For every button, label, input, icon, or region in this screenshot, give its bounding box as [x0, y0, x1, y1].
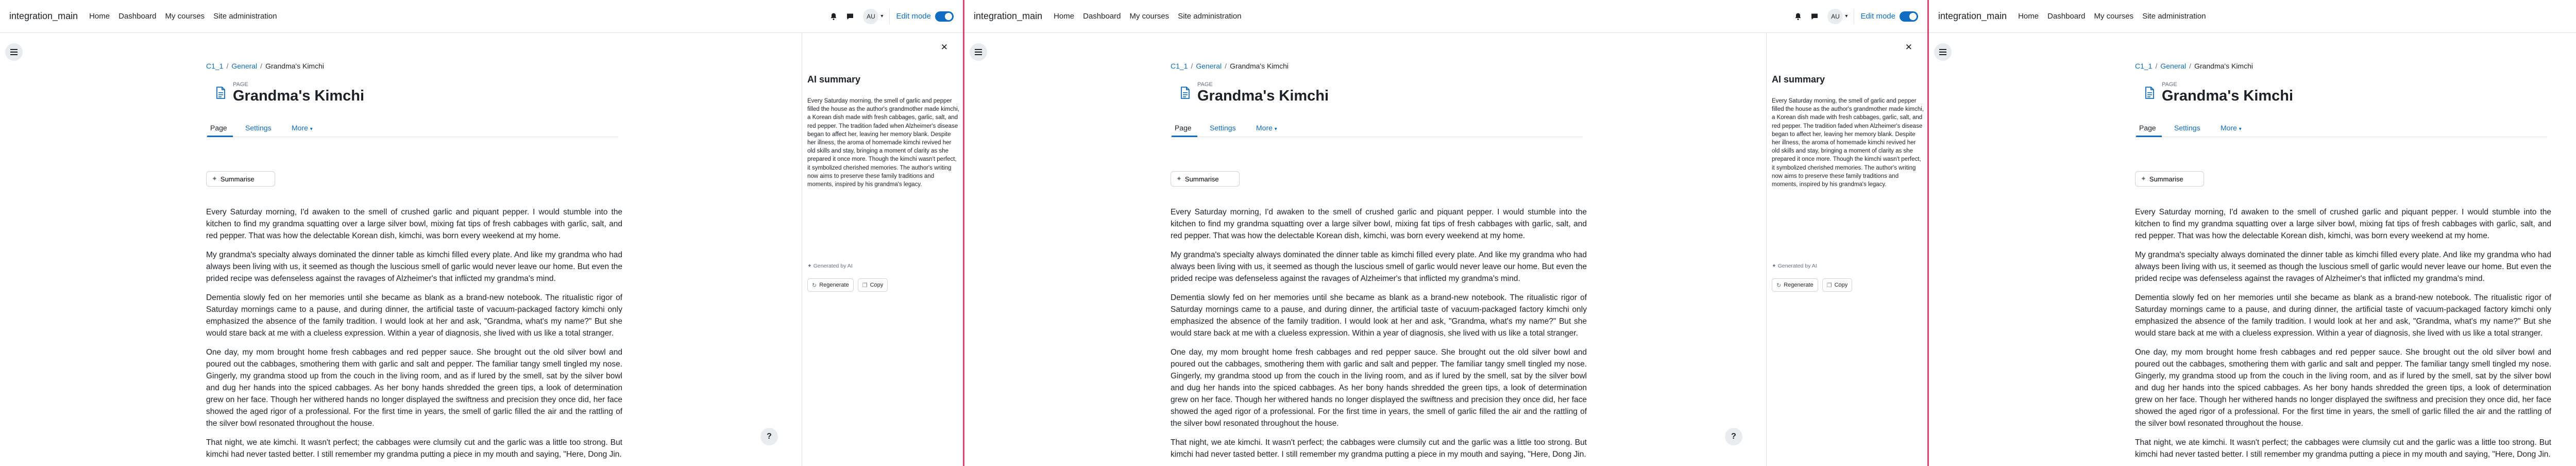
tab-page[interactable]: Page [210, 124, 227, 132]
breadcrumb: C1_1 / General / Grandma's Kimchi [1171, 62, 1289, 70]
body-paragraph: Every Saturday morning, I'd awaken to the smell of crushed garlic and piquant pepper. I would stumble into the kitchen to find my grandma squatting over a large silver bowl, mixing fat tips of fresh cabbages with garlic, salt, and red pepper. That was how the delectable Korean dish, kimchi, was born every weekend at my home. [206, 208, 622, 240]
summarise-label: Summarise [1184, 175, 1219, 183]
ai-summary-drawer [802, 33, 964, 466]
more-chevron-down-icon: ▾ [1274, 126, 1277, 132]
main-content [206, 33, 622, 466]
refresh-icon: ↻ [812, 282, 817, 289]
sparkle-icon: ✦ [807, 263, 812, 269]
ai-summary-text: Every Saturday morning, the smell of garlic and pepper filled the house as the author's grandmother made kimchi, a Korean dish made with fresh cabbages, garlic, salt, and red pepper. The tradition faded when Alzheimer's disease began to affect her, leaving her memory blank. Despite her illness, the aroma of homemade kimchi revived her old skills and stay, bringing a moment of clarity as she prepared it once more. Though the kimchi wasn't perfect, it symbolized cherished memories. The author's writing now aims to preserve these family traditions and moments, inspired by his grandma's legacy. [1772, 98, 1924, 188]
sparkle-icon: ✦ [212, 175, 217, 182]
ai-summary-actions [807, 278, 892, 292]
copy-icon: ❐ [1826, 282, 1832, 289]
tab-more[interactable] [1256, 124, 1277, 132]
page-body-text [1171, 206, 1587, 466]
breadcrumb: C1_1 / General / Grandma's Kimchi [2135, 62, 2253, 70]
copy-button[interactable] [1822, 278, 1853, 292]
regenerate-button[interactable] [807, 278, 854, 292]
main-content [2135, 33, 2551, 466]
edit-mode-toggle[interactable] [935, 11, 954, 22]
course-index-drawer-button[interactable] [1934, 43, 1952, 61]
more-chevron-down-icon: ▾ [310, 126, 313, 132]
breadcrumb: C1_1 / General / Grandma's Kimchi [206, 62, 324, 70]
secondary-navigation [1171, 120, 1583, 137]
breadcrumb-section[interactable]: General [1196, 62, 1222, 70]
notifications-bell-icon[interactable] [827, 10, 840, 23]
tab-more[interactable] [292, 124, 313, 132]
edit-mode-label: Edit mode [1860, 12, 1895, 21]
regenerate-label: Regenerate [1784, 282, 1814, 288]
top-navbar [1929, 0, 2576, 33]
body-paragraph: Every Saturday morning, I'd awaken to the smell of crushed garlic and piquant pepper. I would stumble into the kitchen to find my grandma squatting over a large silver bowl, mixing fat tips of fresh cabbages with garlic, salt, and red pepper. That was how the delectable Korean dish, kimchi, was born every weekend at my home. [2135, 208, 2551, 240]
summarise-label: Summarise [220, 175, 255, 183]
messages-icon[interactable] [843, 10, 857, 23]
nav-dashboard[interactable]: Dashboard [118, 12, 157, 21]
page-document-icon [1178, 86, 1192, 100]
page-title: Grandma's Kimchi [2162, 88, 2294, 104]
sparkle-icon: ✦ [2141, 175, 2146, 182]
screen-panel [0, 0, 964, 466]
top-navbar [964, 0, 1927, 33]
tab-settings[interactable]: Settings [245, 124, 272, 132]
notifications-bell-icon[interactable] [1791, 10, 1805, 23]
page-document-icon [213, 86, 228, 100]
body-paragraph: My grandma's specialty always dominated the dinner table as kimchi filled every plate. And like my grandma who had always been living with us, it seemed as though the luscious smell of garlic would never leave our home. But even the prided recipe was defenseless against the ravages of Alzheimer's that inflicted my grandma's mind. [2135, 251, 2551, 283]
close-icon[interactable]: ✕ [1905, 42, 1912, 52]
breadcrumb-section[interactable]: General [231, 62, 258, 70]
breadcrumb-course[interactable]: C1_1 [206, 62, 224, 70]
body-paragraph: Dementia slowly fed on her memories until she became as blank as a brand-new notebook. The ritualistic rigor of Saturday mornings came to a pause, and during dinner, the artificial taste of vacuum-packaged factory kimchi only emphasized the absence of the family tradition. I would look at her and ask, "Grandma, what's my name?" But she would stare back at me with a clueless expression. Within a year of diagnosis, she lived with us like a total stranger. [206, 293, 622, 338]
screen-panel [1929, 0, 2576, 466]
top-navbar [0, 0, 963, 33]
generated-label: Generated by AI [813, 263, 853, 269]
page-title: Grandma's Kimchi [233, 88, 365, 104]
nav-dashboard[interactable]: Dashboard [2047, 12, 2086, 21]
copy-icon: ❐ [862, 282, 868, 289]
breadcrumb-current: Grandma's Kimchi [2194, 62, 2253, 70]
body-paragraph: That night, we ate kimchi. It wasn't perfect; the cabbages were clumsily cut and the garlic was a little too strong. But kimchi had never tasted better. I still remember my grandma putting a piece in my mouth and saying, "Here, Dong Jin. [1171, 438, 1587, 459]
site-brand[interactable]: integration_main [1938, 11, 2007, 21]
user-avatar[interactable]: AU [863, 9, 878, 24]
body-paragraph: Dementia slowly fed on her memories until she became as blank as a brand-new notebook. The ritualistic rigor of Saturday mornings came to a pause, and during dinner, the artificial taste of vacuum-packaged factory kimchi only emphasized the absence of the family tradition. I would look at her and ask, "Grandma, what's my name?" But she would stare back at me with a clueless expression. Within a year of diagnosis, she lived with us like a total stranger. [1171, 293, 1587, 338]
body-paragraph: My grandma's specialty always dominated the dinner table as kimchi filled every plate. And like my grandma who had always been living with us, it seemed as though the luscious smell of garlic would never leave our home. But even the prided recipe was defenseless against the ravages of Alzheimer's that inflicted my grandma's mind. [1171, 251, 1587, 283]
active-tab-indicator [2136, 136, 2162, 137]
nav-home[interactable]: Home [2018, 12, 2039, 21]
messages-icon[interactable] [1808, 10, 1821, 23]
main-content [1171, 33, 1587, 466]
more-chevron-down-icon: ▾ [2239, 126, 2242, 132]
tab-page[interactable]: Page [1175, 124, 1192, 132]
breadcrumb-course[interactable]: C1_1 [2135, 62, 2153, 70]
refresh-icon: ↻ [1776, 282, 1782, 289]
activity-type-label: PAGE [1197, 81, 1213, 88]
copy-label: Copy [1834, 282, 1848, 288]
page-body-text [206, 206, 622, 466]
body-paragraph: Every Saturday morning, I'd awaken to the smell of crushed garlic and piquant pepper. I would stumble into the kitchen to find my grandma squatting over a large silver bowl, mixing fat tips of fresh cabbages with garlic, salt, and red pepper. That was how the delectable Korean dish, kimchi, was born every weekend at my home. [1171, 208, 1587, 240]
active-tab-indicator [207, 136, 233, 137]
nav-dashboard[interactable]: Dashboard [1083, 12, 1121, 21]
body-paragraph: My grandma's specialty always dominated the dinner table as kimchi filled every plate. And like my grandma who had always been living with us, it seemed as though the luscious smell of garlic would never leave our home. But even the prided recipe was defenseless against the ravages of Alzheimer's that inflicted my grandma's mind. [206, 251, 622, 283]
course-index-drawer-button[interactable] [5, 43, 23, 61]
ai-summary-actions [1772, 278, 1856, 292]
user-menu-chevron-down-icon[interactable]: ▾ [1845, 13, 1848, 19]
activity-type-label: PAGE [2162, 81, 2177, 88]
help-button[interactable]: ? [760, 428, 778, 445]
tab-more-label: More [2221, 124, 2237, 132]
breadcrumb-course[interactable]: C1_1 [1171, 62, 1188, 70]
body-paragraph: One day, my mom brought home fresh cabbages and red pepper sauce. She brought out the old silver bowl and poured out the cabbages, smothering them with garlic and salt and pepper. The familiar tangy smell tingled my nose. Gingerly, my grandma stood up from the couch in the living room, and as if lured by the smell, sat by the silver bowl and dug her hands into the spiced cabbages. As her bony hands shredded the green tips, a look of determination grew on her face. Though her withered hands no longer displayed the swiftness and precision they once did, her face showed the aged rigor of a professional. For the first time in years, the smell of garlic filled the air and the rattling of the silver bowl resonated throughout the house. [1171, 348, 1587, 428]
nav-my-courses[interactable]: My courses [165, 12, 205, 21]
edit-mode-toggle[interactable] [1900, 11, 1918, 22]
summarise-button[interactable] [2135, 171, 2204, 187]
list-icon [10, 49, 18, 55]
generated-label: Generated by AI [1777, 263, 1817, 269]
nav-my-courses[interactable]: My courses [2094, 12, 2134, 21]
regenerate-button[interactable] [1772, 278, 1818, 292]
page-document-icon [2142, 86, 2157, 100]
nav-site-administration[interactable]: Site administration [213, 12, 277, 21]
activity-type-label: PAGE [233, 81, 248, 88]
navbar-right [824, 9, 954, 24]
close-icon[interactable]: ✕ [940, 42, 948, 52]
summarise-button[interactable] [1171, 171, 1240, 187]
list-icon [1939, 49, 1946, 55]
site-brand[interactable]: integration_main [974, 11, 1043, 21]
ai-summary-title: AI summary [807, 74, 861, 85]
tab-settings[interactable]: Settings [1210, 124, 1236, 132]
breadcrumb-current: Grandma's Kimchi [1230, 62, 1289, 70]
ai-summary-title: AI summary [1772, 74, 1825, 85]
tab-more[interactable] [2221, 124, 2242, 132]
tab-page[interactable]: Page [2139, 124, 2156, 132]
nav-home[interactable]: Home [1054, 12, 1075, 21]
breadcrumb-section[interactable]: General [2160, 62, 2187, 70]
tab-settings[interactable]: Settings [2174, 124, 2200, 132]
body-paragraph: That night, we ate kimchi. It wasn't perfect; the cabbages were clumsily cut and the garlic was a little too strong. But kimchi had never tasted better. I still remember my grandma putting a piece in my mouth and saying, "Here, Dong Jin. [206, 438, 622, 459]
nav-site-administration[interactable]: Site administration [1178, 12, 1242, 21]
active-tab-indicator [1172, 136, 1197, 137]
regenerate-label: Regenerate [819, 282, 849, 288]
course-index-drawer-button[interactable] [970, 43, 987, 61]
nav-my-courses[interactable]: My courses [1129, 12, 1170, 21]
ai-summary-drawer [1766, 33, 1929, 466]
edit-mode-label: Edit mode [896, 12, 931, 21]
screen-panel [964, 0, 1929, 466]
body-paragraph: One day, my mom brought home fresh cabbages and red pepper sauce. She brought out the old silver bowl and poured out the cabbages, smothering them with garlic and salt and pepper. The familiar tangy smell tingled my nose. Gingerly, my grandma stood up from the couch in the living room, and as if lured by the smell, sat by the silver bowl and dug her hands into the spiced cabbages. As her bony hands shredded the green tips, a look of determination grew on her face. Though her withered hands no longer displayed the swiftness and precision they once did, her face showed the aged rigor of a professional. For the first time in years, the smell of garlic filled the air and the rattling of the silver bowl resonated throughout the house. [206, 348, 622, 428]
navbar-right [1788, 9, 1918, 24]
secondary-navigation [206, 120, 618, 137]
copy-label: Copy [870, 282, 884, 288]
page-body-text [2135, 206, 2551, 466]
body-paragraph: Dementia slowly fed on her memories until she became as blank as a brand-new notebook. The ritualistic rigor of Saturday mornings came to a pause, and during dinner, the artificial taste of vacuum-packaged factory kimchi only emphasized the absence of the family tradition. I would look at her and ask, "Grandma, what's my name?" But she would stare back at me with a clueless expression. Within a year of diagnosis, she lived with us like a total stranger. [2135, 293, 2551, 338]
page-title: Grandma's Kimchi [1197, 88, 1329, 104]
ai-generated-note [1772, 263, 1817, 269]
help-button[interactable]: ? [1725, 428, 1742, 445]
ai-summary-text: Every Saturday morning, the smell of garlic and pepper filled the house as the author's grandmother made kimchi, a Korean dish made with fresh cabbages, garlic, salt, and red pepper. The tradition faded when Alzheimer's disease began to affect her, leaving her memory blank. Despite her illness, the aroma of homemade kimchi revived her old skills and stay, bringing a moment of clarity as she prepared it once more. Though the kimchi wasn't perfect, it symbolized cherished memories. The author's writing now aims to preserve these family traditions and moments, inspired by his grandma's legacy. [807, 98, 959, 188]
navbar-divider [889, 9, 890, 24]
user-avatar[interactable]: AU [1827, 9, 1843, 24]
user-menu-chevron-down-icon[interactable]: ▾ [880, 13, 884, 19]
summarise-button[interactable] [206, 171, 275, 187]
body-paragraph: That night, we ate kimchi. It wasn't perfect; the cabbages were clumsily cut and the garlic was a little too strong. But kimchi had never tasted better. I still remember my grandma putting a piece in my mouth and saying, "Here, Dong Jin. [2135, 438, 2551, 459]
sparkle-icon: ✦ [1176, 175, 1182, 182]
breadcrumb-current: Grandma's Kimchi [265, 62, 324, 70]
secondary-navigation [2135, 120, 2547, 137]
tab-more-label: More [292, 124, 308, 132]
list-icon [975, 49, 982, 55]
body-paragraph: One day, my mom brought home fresh cabbages and red pepper sauce. She brought out the old silver bowl and poured out the cabbages, smothering them with garlic and salt and pepper. The familiar tangy smell tingled my nose. Gingerly, my grandma stood up from the couch in the living room, and as if lured by the smell, sat by the silver bowl and dug her hands into the spiced cabbages. As her bony hands shredded the green tips, a look of determination grew on her face. Though her withered hands no longer displayed the swiftness and precision they once did, her face showed the aged rigor of a professional. For the first time in years, the smell of garlic filled the air and the rattling of the silver bowl resonated throughout the house. [2135, 348, 2551, 428]
ai-generated-note [807, 263, 853, 269]
nav-home[interactable]: Home [89, 12, 110, 21]
site-brand[interactable]: integration_main [9, 11, 78, 21]
tab-more-label: More [1256, 124, 1273, 132]
nav-site-administration[interactable]: Site administration [2142, 12, 2206, 21]
copy-button[interactable] [858, 278, 888, 292]
sparkle-icon: ✦ [1772, 263, 1776, 269]
summarise-label: Summarise [2149, 175, 2183, 183]
